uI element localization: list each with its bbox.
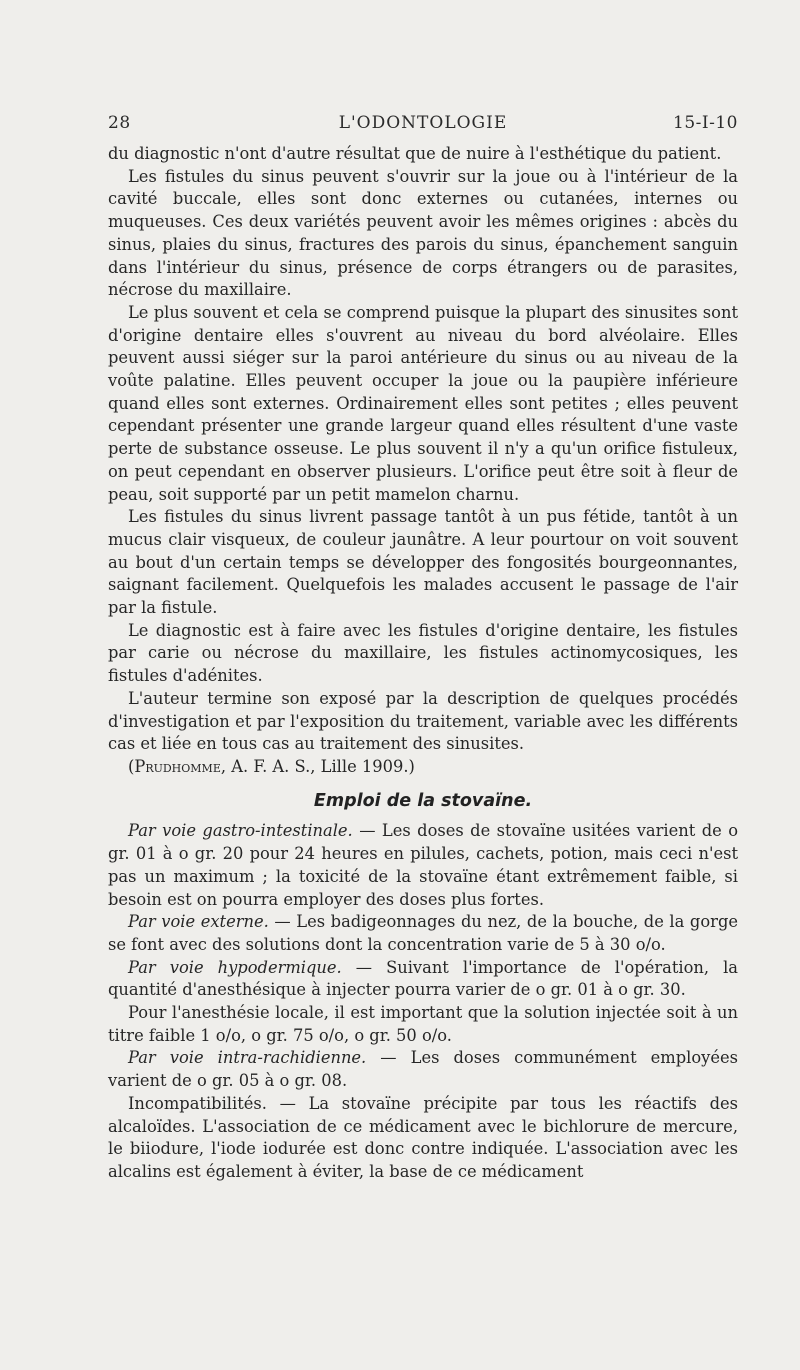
paragraph: [108, 957, 738, 1002]
paragraph-text: — Les doses communément employées varient de o gr. 05 à o gr. 08.: [108, 1048, 739, 1091]
citation: [108, 756, 738, 779]
subsection-label: Par voie gastro-intestinale.: [128, 821, 353, 841]
paragraph: L'auteur termine son exposé par la description de quelques procédés d'investigation et par l'exposition du traitement, variable avec les différents cas et liée en tous cas au traitement des sinusites.: [108, 688, 738, 754]
journal-title: L'ODONTOLOGIE: [338, 113, 508, 133]
subsection-label: Par voie externe.: [128, 912, 269, 932]
citation-open: (: [128, 756, 135, 776]
running-header: [108, 113, 738, 139]
paragraph: Le diagnostic est à faire avec les fistules d'origine dentaire, les fistules par carie ou nécrose du maxillaire, les fistules actinomycosiques, les fistules d'adénites.: [108, 620, 738, 686]
page-number: 28: [108, 113, 131, 133]
paragraph-text: — Suivant l'importance de l'opération, la quantité d'anesthésique à injecter pourra varier de o gr. 01 à o gr. 30.: [108, 957, 738, 1000]
citation-author: Prudhomme: [134, 756, 221, 776]
subsection-label: Par voie hypodermique.: [128, 957, 342, 977]
subsection-label: Par voie intra-rachidienne.: [128, 1048, 367, 1068]
paragraph: du diagnostic n'ont d'autre résultat que de nuire à l'esthétique du patient.: [108, 144, 722, 163]
paragraph: Pour l'anesthésie locale, il est important que la solution injectée soit à un titre faible 1 o/o, o gr. 75 o/o, o gr. 50 o/o.: [108, 1003, 738, 1045]
paragraph: [108, 820, 738, 911]
paragraph-text: — Les doses de stovaïne usitées varient de o gr. 01 à o gr. 20 pour 24 heures en pilules, cachets, potion, mais ceci n'est pas un maximum ; la toxicité de la stovaïne étant extrêmement faible, si besoin est on pourra employer des doses plus fortes.: [108, 821, 738, 909]
paragraph: Incompatibilités. — La stovaïne précipite par tous les réactifs des alcaloïdes. L'association de ce médicament avec le bichlorure de mercure, le biiodure, l'iode iodurée est donc contre indiquée. L'association avec les alcalins est également à éviter, la base de ce médicament: [108, 1093, 738, 1181]
paragraph: [108, 911, 738, 956]
paragraph: Les fistules du sinus livrent passage tantôt à un pus fétide, tantôt à un mucus clair visqueux, de couleur jaunâtre. A leur pourtour on voit souvent au bout d'un certain temps se développer des fongosités bourgeonnantes, saignant facilement. Quelquefois les malades accusent le passage de l'air par la fistule.: [108, 507, 738, 618]
citation-rest: , A. F. A. S., Lille 1909.): [220, 756, 415, 776]
issue-date: 15-I-10: [673, 113, 738, 133]
paragraph: [108, 1047, 738, 1092]
body-text: [108, 143, 738, 1184]
paragraph-text: — Les badigeonnages du nez, de la bouche, de la gorge se font avec des solutions dont la concentration varie de 5 à 30 o/o.: [108, 912, 738, 954]
paragraph: Le plus souvent et cela se comprend puisque la plupart des sinusites sont d'origine dentaire elles s'ouvrent au niveau du bord alvéolaire. Elles peuvent aussi siéger sur la paroi antérieure du sinus ou au niveau de la voûte palatine. Elles peuvent occuper la joue ou la paupière inférieure quand elles sont externes. Ordinairement elles sont petites ; elles peuvent cependant présenter une grande largeur quand elles résultent d'une vaste perte de substance osseuse. Le plus souvent il n'y a qu'un orifice fistuleux, on peut cependant en observer plusieurs. L'orifice peut être soit à fleur de peau, soit supporté par un petit mamelon charnu.: [108, 302, 738, 504]
paragraph: Les fistules du sinus peuvent s'ouvrir sur la joue ou à l'intérieur de la cavité buccale, elles sont donc externes ou cutanées, internes ou muqueuses. Ces deux variétés peuvent avoir les mêmes origines : abcès du sinus, plaies du sinus, fractures des parois du sinus, épanchement sanguin dans l'intérieur du sinus, présence de corps étrangers ou de parasites, nécrose du maxillaire.: [108, 166, 738, 300]
section-title: Emploi de la stovaïne.: [313, 790, 533, 811]
